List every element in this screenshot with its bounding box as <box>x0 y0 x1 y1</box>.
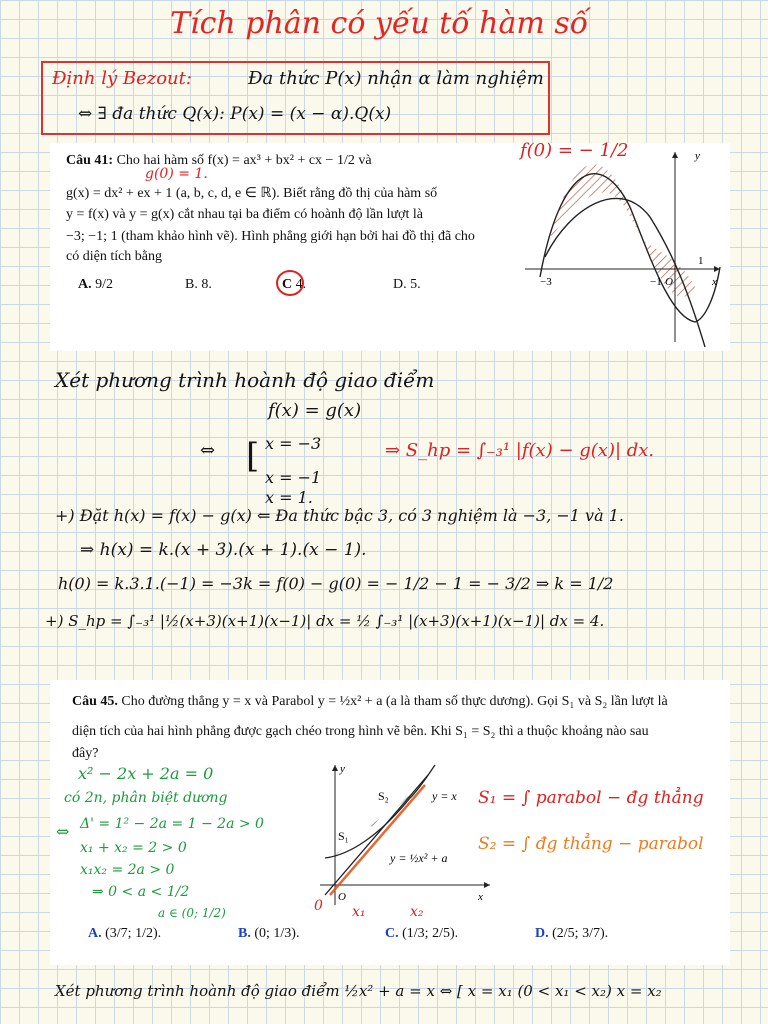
q45-option-c-value: (1/3; 2/5). <box>402 926 459 941</box>
solution41-root1: x = −3 <box>265 434 322 453</box>
q41-line2: g(x) = dx² + ex + 1 (a, b, c, d, e ∈ ℝ). Biết rằng đồ thị của hàm số <box>66 186 438 201</box>
answer-circle-q41 <box>273 268 307 298</box>
solution45-range: ⇒ 0 < a < 1/2 <box>92 884 190 900</box>
q45-x-label: x <box>478 891 483 903</box>
solution41-heading: Xét phương trình hoành độ giao điểm <box>55 368 435 392</box>
q45-s2-label: S₂ <box>378 789 389 803</box>
q41-x-label: x <box>712 276 717 288</box>
solution41-define-h: +) Đặt h(x) = f(x) − g(x) ⇐ Đa thức bậc 3, có 3 nghiệm là −3, −1 và 1. <box>55 506 624 525</box>
q45-line-label: y = x <box>432 789 457 803</box>
solution45-bottom: Xét phương trình hoành độ giao điểm ½x² + a = x ⇔ [ x = x₁ (0 < x₁ < x₂) x = x₂ <box>55 982 662 1000</box>
q41-graph <box>520 147 725 347</box>
q41-tick-1: 1 <box>698 255 704 267</box>
q45-option-a-letter: A. <box>88 926 102 941</box>
q45-option-d-letter: D. <box>535 926 549 941</box>
q41-option-c-letter: C <box>282 277 293 292</box>
q45-parabola-label: y = ½x² + a <box>390 851 448 865</box>
theorem-label: Định lý Bezout: <box>52 68 192 89</box>
solution41-iff: ⇔ <box>200 440 216 461</box>
solution45-cond: có 2n, phân biệt dương <box>64 790 228 806</box>
q41-origin: O <box>665 276 673 288</box>
q41-y-arrow <box>672 152 678 158</box>
solution45-prod: x₁x₂ = 2a > 0 <box>80 862 175 878</box>
theorem-line2: ⇔ ∃ đa thức Q(x): P(x) = (x − α).Q(x) <box>78 104 392 124</box>
q41-tick-neg3: −3 <box>540 276 552 288</box>
solution45-s2-formula: S₂ = ∫ đg thẳng − parabol <box>478 834 704 854</box>
solution41-bracket: [ <box>246 436 260 476</box>
q45-option-b-letter: B. <box>238 926 251 941</box>
q45-label: Câu 45. <box>72 694 118 709</box>
solution41-final: +) S_hp = ∫₋₃¹ |½(x+3)(x+1)(x−1)| dx = ½ ∫₋₃¹ |(x+3)(x+1)(x−1)| dx = 4. <box>45 612 605 630</box>
q41-label: Câu 41: <box>66 153 114 168</box>
q41-y-label: y <box>695 150 700 162</box>
q41-line1: Cho hai hàm số f(x) = ax³ + bx² + cx − 1/2 và <box>116 153 372 168</box>
q45-line1: Cho đường thẳng y = x và Parabol y = ½x² + a (a là tham số thực dương). Gọi S₁ và S₂ lần lượt là <box>121 694 668 709</box>
q45-option-d <box>535 926 608 942</box>
solution41-root2: x = −1 <box>265 468 322 487</box>
q45-option-a <box>88 926 161 942</box>
solution45-iff: ⇔ <box>56 822 70 841</box>
q45-option-d-value: (2/5; 3/7). <box>552 926 609 941</box>
question-45-card <box>50 680 730 965</box>
q45-line2: diện tích của hai hình phẳng được gạch chéo trong hình vẽ bên. Khi S₁ = S₂ thì a thuộc khoảng nào sau <box>72 724 649 739</box>
solution41-root3: x = 1. <box>265 488 313 507</box>
q41-option-a-letter: A. <box>78 277 92 292</box>
q41-option-d: D. 5. <box>393 277 421 292</box>
q45-origin: O <box>338 891 346 903</box>
theorem-line1: Đa thức P(x) nhận α làm nghiệm <box>248 68 544 89</box>
page-title: Tích phân có yếu tố hàm số <box>170 6 589 41</box>
q45-graph <box>310 760 495 910</box>
q45-option-b <box>238 926 299 942</box>
q45-y-arrow <box>332 765 338 771</box>
q45-option-c <box>385 926 458 942</box>
q41-option-b: B. 8. <box>185 277 212 292</box>
solution45-s1-formula: S₁ = ∫ parabol − đg thẳng <box>478 788 704 808</box>
q41-option-c-value: 4. <box>295 277 307 292</box>
solution45-mark-x2: x₂ <box>410 904 424 920</box>
q41-line5: có diện tích bằng <box>66 249 163 264</box>
q45-option-a-value: (3/7; 1/2). <box>105 926 162 941</box>
solution41-area: ⇒ S_hp = ∫₋₃¹ |f(x) − g(x)| dx. <box>385 440 655 461</box>
solution45-range2: a ∈ (0; 1/2) <box>158 906 226 920</box>
q45-s1-label: S₁ <box>338 829 349 843</box>
q45-line3: đây? <box>72 746 99 761</box>
q41-line3: y = f(x) và y = g(x) cắt nhau tại ba điểm có hoành độ lần lượt là <box>66 207 423 222</box>
solution45-delta: Δ' = 1² − 2a = 1 − 2a > 0 <box>80 816 264 832</box>
solution45-mark-zero: 0 <box>314 898 323 914</box>
solution41-h0: h(0) = k.3.1.(−1) = −3k = f(0) − g(0) = − 1/2 − 1 = − 3/2 ⇒ k = 1/2 <box>58 574 614 593</box>
solution45-sum: x₁ + x₂ = 2 > 0 <box>80 840 187 856</box>
solution45-eq: x² − 2x + 2a = 0 <box>78 764 214 783</box>
q45-y-label: y <box>340 763 345 775</box>
q45-option-c-letter: C. <box>385 926 399 941</box>
annotation-g0: g(0) = 1. <box>145 166 208 182</box>
q45-parabola <box>325 765 435 858</box>
q41-tick-neg1: −1 <box>650 276 662 288</box>
q41-option-a <box>78 277 113 293</box>
q45-option-b-value: (0; 1/3). <box>254 926 300 941</box>
solution41-equation: f(x) = g(x) <box>268 400 362 421</box>
solution45-mark-x1: x₁ <box>352 904 366 920</box>
solution41-factor: ⇒ h(x) = k.(x + 3).(x + 1).(x − 1). <box>80 540 367 560</box>
annotation-f0: f(0) = − 1/2 <box>520 140 629 161</box>
q41-option-a-value: 9/2 <box>95 277 114 292</box>
q41-line4: −3; −1; 1 (tham khảo hình vẽ). Hình phẳng giới hạn bởi hai đồ thị đã cho <box>66 229 475 244</box>
q45-x-arrow <box>484 882 490 888</box>
